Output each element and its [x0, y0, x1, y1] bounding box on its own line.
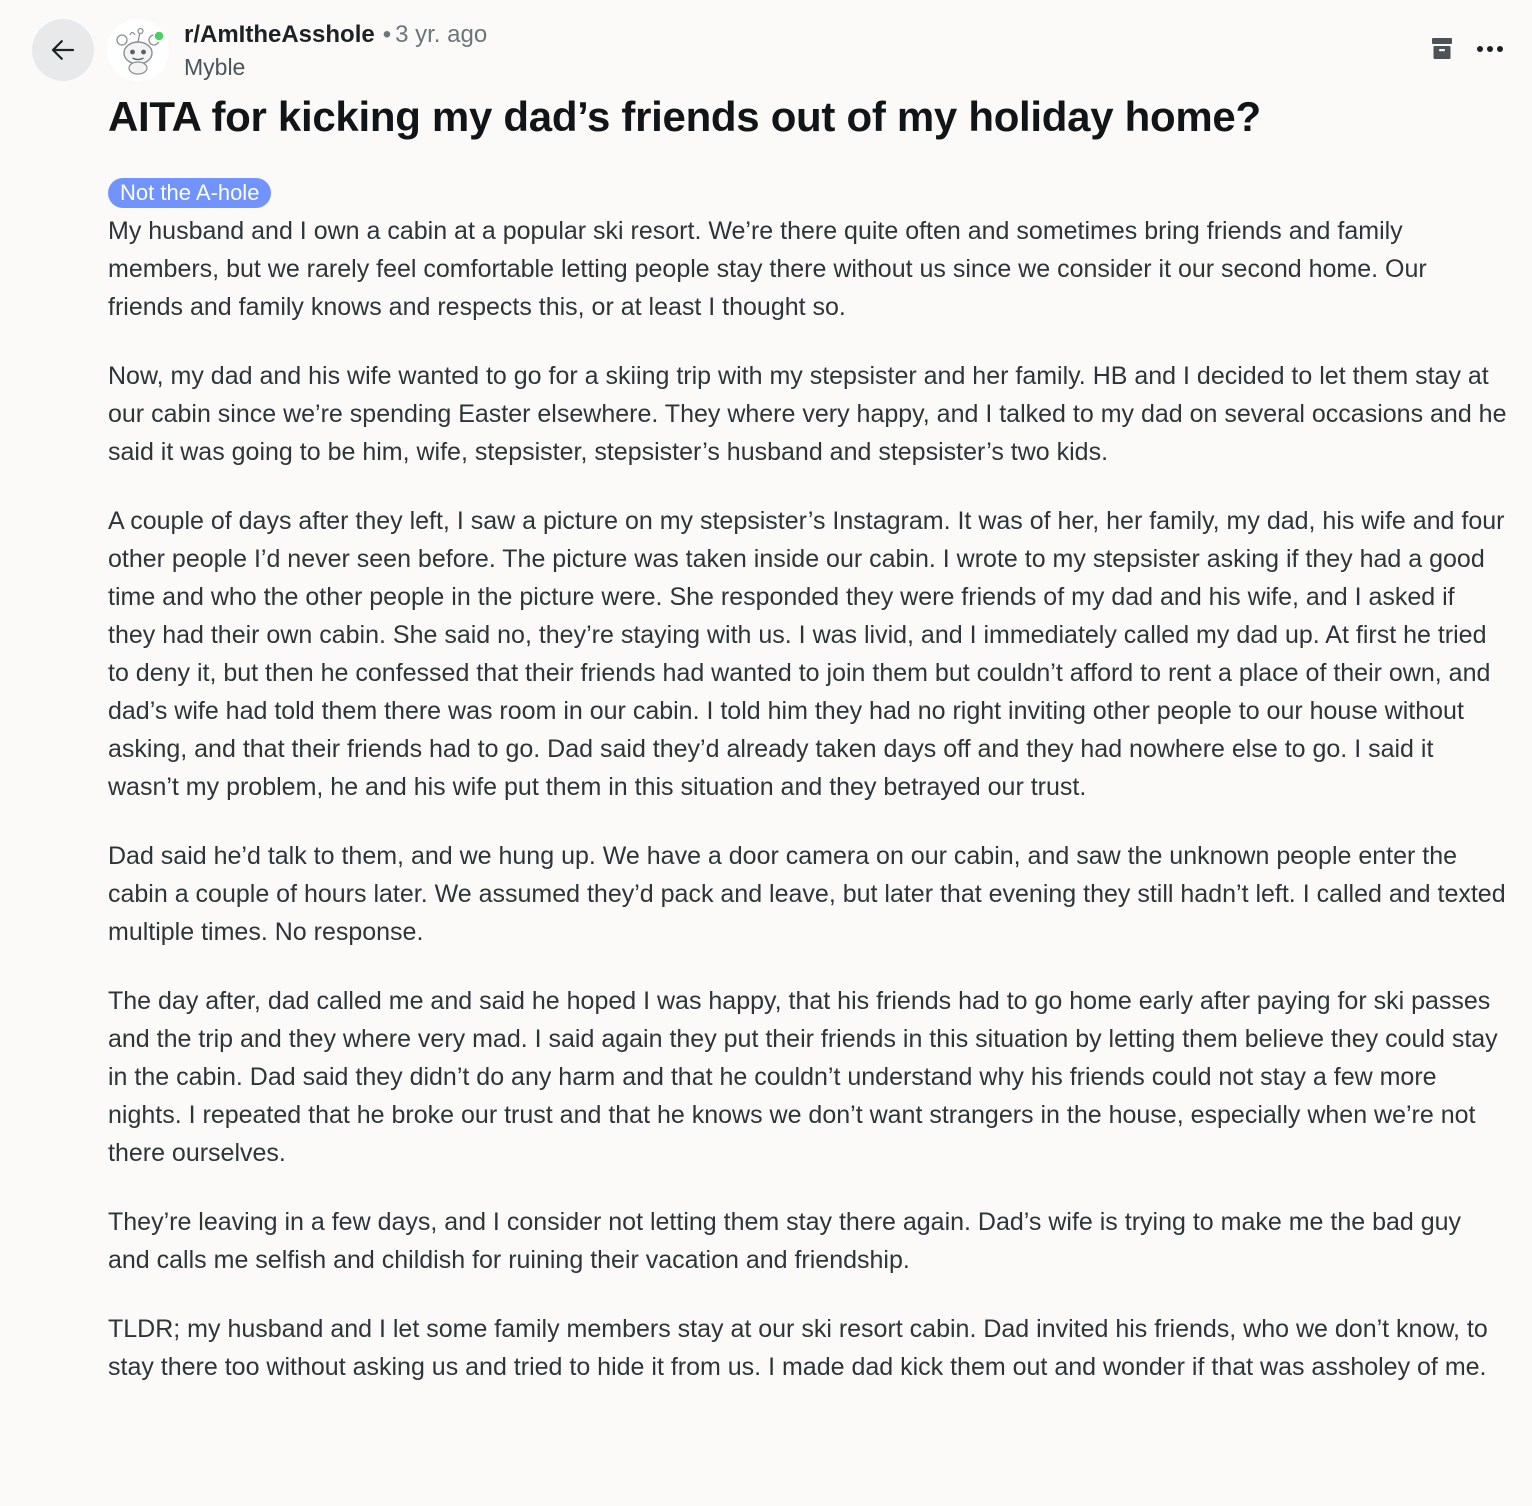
post-paragraph-3: A couple of days after they left, I saw a picture on my stepsister’s Instagram. It was of her, her family, my dad, his wife and four other people I’d never seen before. The picture was taken inside our cabin. I wrote to my stepsister asking if they had a good time and who the other people in the picture were. She responded they were friends of my dad and his wife, and I asked if they had their own cabin. She said no, they’re staying with us. I was livid, and I immediately called my dad up. At first he tried to deny it, but then he confessed that their friends had wanted to join them but couldn’t afford to rent a place of their own, and dad’s wife had told them there was room in our cabin. I told him they had no right inviting other people to our house without asking, and that their friends had to go. Dad said they’d already taken days off and they had nowhere else to go. I said it wasn’t my problem, he and his wife put them in this situation and they betrayed our trust.	[108, 507, 1505, 801]
post-paragraph-7: TLDR; my husband and I let some family members stay at our ski resort cabin. Dad invited his friends, who we don’t know, to stay there too without asking us and tried to hide it from us. I made dad kick them out and wonder if that was assholey of me.	[108, 1315, 1488, 1381]
post-meta	[184, 20, 487, 82]
post-flair[interactable]: Not the A-hole	[108, 178, 271, 208]
more-options-button[interactable]	[1476, 45, 1504, 53]
post-meta-line	[184, 20, 487, 50]
avatar[interactable]	[107, 19, 169, 81]
snoo-avatar-icon	[109, 21, 167, 79]
post-paragraph-4: Dad said he’d talk to them, and we hung up. We have a door camera on our cabin, and saw the unknown people enter the cabin a couple of hours later. We assumed they’d pack and leave, but later that evening they still hadn’t left. I called and texted multiple times. No response.	[108, 842, 1506, 946]
post-title: AITA for kicking my dad’s friends out of my holiday home?	[108, 93, 1261, 140]
meta-separator: •	[382, 21, 392, 48]
post-paragraph-1: My husband and I own a cabin at a popular ski resort. We’re there quite often and sometimes bring friends and family members, but we rarely feel comfortable letting people stay there without us since we consider it our second home. Our friends and family knows and respects this, or at least I thought so.	[108, 217, 1427, 321]
post-paragraph-5: The day after, dad called me and said he hoped I was happy, that his friends had to go home early after paying for ski passes and the trip and they where very mad. I said again they put their friends in this situation by letting them believe they could stay in the cabin. Dad said they didn’t do any harm and that he couldn’t understand why his friends could not stay a few more nights. I repeated that he broke our trust and that he knows we don’t want strangers in the house, especially when we’re not there ourselves.	[108, 987, 1498, 1167]
archive-icon	[1430, 36, 1454, 62]
subreddit-link[interactable]: r/AmItheAsshole	[184, 21, 375, 48]
post-actions	[1430, 36, 1504, 62]
back-button[interactable]	[32, 19, 94, 81]
post-body	[108, 212, 1508, 1417]
post-timestamp: 3 yr. ago	[395, 21, 488, 48]
archive-button[interactable]	[1430, 36, 1454, 62]
author-link[interactable]: Myble	[184, 54, 246, 80]
post-paragraph-2: Now, my dad and his wife wanted to go for a skiing trip with my stepsister and her family. HB and I decided to let them stay at our cabin since we’re spending Easter elsewhere. They where very happy, and I talked to my dad on several occasions and he said it was going to be him, wife, stepsister, stepsister’s husband and stepsister’s two kids.	[108, 362, 1507, 466]
post-paragraph-6: They’re leaving in a few days, and I consider not letting them stay there again. Dad’s wife is trying to make me the bad guy and calls me selfish and childish for ruining their vacation and friendship.	[108, 1208, 1462, 1274]
more-horizontal-icon	[1476, 45, 1504, 53]
arrow-left-icon	[48, 35, 78, 65]
